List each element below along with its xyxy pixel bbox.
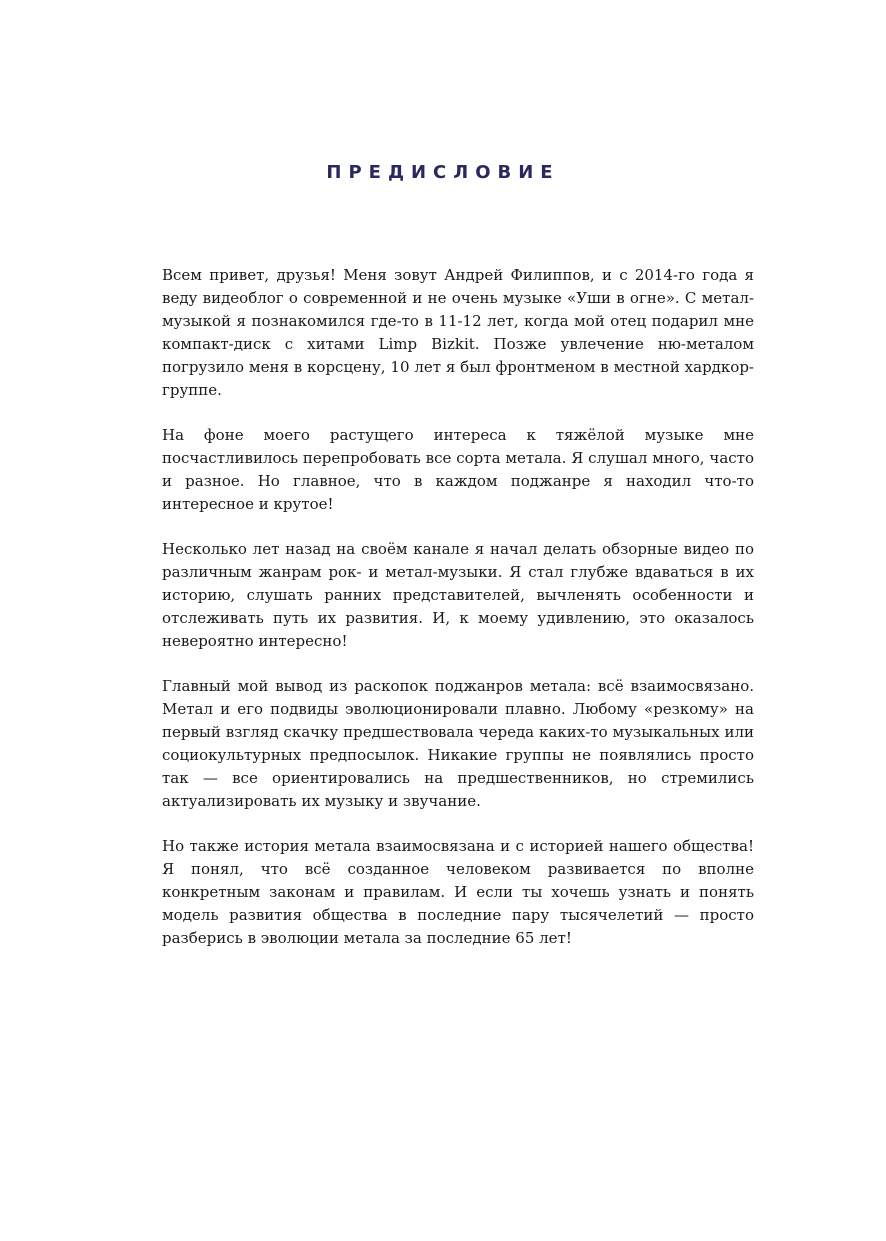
paragraph-2: На фоне моего растущего интереса к тяжёлой музыке мне посчастливилось перепробовать все сорта метала. Я слушал много, часто и разное. Но главное, что в каждом поджанре я находил что-то интересное и крутое! — [162, 426, 754, 513]
paragraph-5: Но также история метала взаимосвязана и с историей нашего общества! Я понял, что всё созданное человеком развивается по вполне конкретным законам и правилам. И если ты хочешь узнать и понять модель развития общества в последние пару тысячелетий — просто разберись в эволюции метала за последние 65 лет! — [162, 837, 754, 947]
paragraph-1: Всем привет, друзья! Меня зовут Андрей Филиппов, и с 2014-го года я веду видеоблог о современной и не очень музыке «Уши в огне». С метал-музыкой я познакомился где-то в 11-12 лет, когда мой отец подарил мне компакт-диск с хитами Limp Bizkit. Позже увлечение ню-металом погрузило меня в корсцену, 10 лет я был фронтменом в местной хардкор-группе. — [162, 266, 754, 399]
page-title: ПРЕДИСЛОВИЕ — [326, 162, 560, 183]
paragraph-3: Несколько лет назад на своём канале я начал делать обзорные видео по различным жанрам рок- и метал-музыки. Я стал глубже вдаваться в их историю, слушать ранних представителей, вычленять особенности и отслеживать путь их развития. И, к моему удивлению, это оказалось невероятно интересно! — [162, 540, 754, 650]
preface-body — [162, 264, 754, 972]
paragraph-4: Главный мой вывод из раскопок поджанров метала: всё взаимосвязано. Метал и его подвиды эволюционировали плавно. Любому «резкому» на первый взгляд скачку предшествовала череда каких-то музыкальных или социокультурных предпосылок. Никакие группы не появлялись просто так — все ориентировались на предшественников, но стремились актуализировать их музыку и звучание. — [162, 677, 754, 810]
